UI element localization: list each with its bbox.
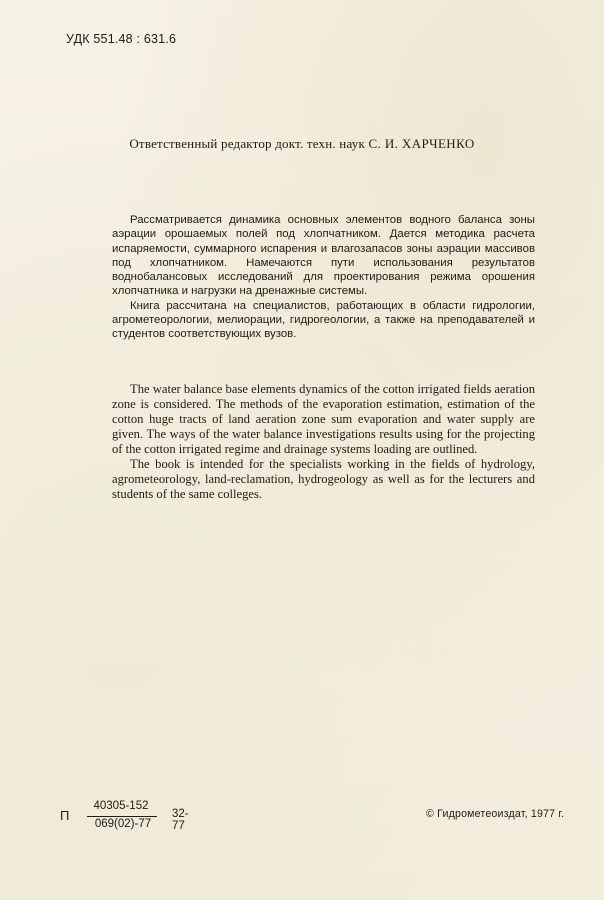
abstract-ru-paragraph: Книга рассчитана на специалистов, работающих в области гидрологии, агрометеорологии, мелиорации, гидрогеологии, а также на преподавателей и студентов соответствующих вузов. (112, 299, 535, 341)
publication-code-side: 32-77 (172, 808, 189, 832)
abstract-ru-paragraph: Рассматривается динамика основных элементов водного баланса зоны аэрации орошаемых полей под хлопчатником. Дается методика расчета испаряемости, суммарного испарения и влагозапасов зоны аэрации массивов под хлопчатником. Намечаются пути использования результатов воднобалансовых исследований для проектирования режима орошения хлопчатника и нагрузки на дренажные системы. (112, 214, 535, 298)
publication-code-numerator: 40305-152 (93, 800, 149, 812)
editor-prefix: Ответственный редактор докт. техн. наук (129, 136, 365, 151)
abstract-en-paragraph: The book is intended for the specialists working in the fields of hydrology, agrometeorology, land-reclamation, hydrogeology as well as for the lecturers and students of the same colleges. (112, 457, 535, 501)
copyright-notice: © Гидрометеоиздат, 1977 г. (426, 808, 565, 820)
abstract-en-paragraph: The water balance base elements dynamics of the cotton irrigated fields aeration zone is considered. The methods of the evaporation estimation, estimation of the cotton huge tracts of land aeration zone sum evaporation and water supply are given. The ways of the water balance investigations results using for the projecting of the cotton irrigated regime and drainage systems loading are outlined. (112, 382, 535, 456)
publication-code-letter: П (60, 808, 70, 823)
abstract-russian (112, 213, 535, 342)
publication-code-denominator: 069(02)-77 (94, 818, 152, 830)
abstract-english (112, 382, 535, 502)
responsible-editor (0, 136, 604, 152)
fraction-line (87, 816, 157, 817)
udk-code: УДК 551.48 : 631.6 (66, 32, 177, 46)
editor-name: С. И. ХАРЧЕНКО (368, 136, 475, 151)
